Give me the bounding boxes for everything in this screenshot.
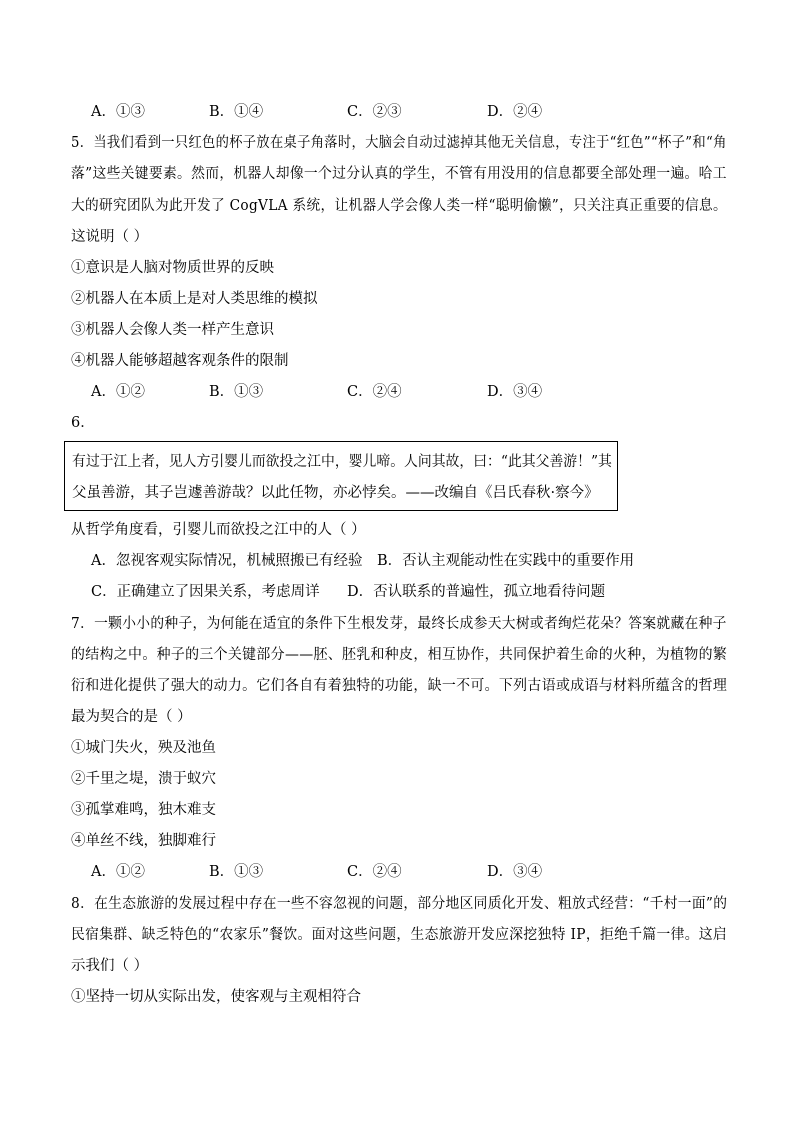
q7-statement: ②千里之堤，溃于蚁穴 — [71, 771, 216, 787]
q7-statement: ④单丝不线，独脚难行 — [71, 833, 216, 849]
q5-text-line: 这说明（ ） — [71, 229, 149, 245]
q5-option-c: C．②④ — [347, 384, 402, 400]
q5-statement: ③机器人会像人类一样产生意识 — [71, 322, 274, 338]
q6-number: 6． — [71, 415, 95, 431]
q8-text-line: 民宿集群、缺乏特色的“农家乐”餐饮。面对这些问题，生态旅游开发应深挖独特 IP，拒绝千篇一律。这启 — [71, 927, 728, 943]
q5-option-d: D．③④ — [487, 384, 543, 400]
q8-statement: ①坚持一切从实际出发，使客观与主观相符合 — [71, 989, 361, 1005]
q6-option-d: D．否认联系的普遍性，孤立地看待问题 — [347, 584, 606, 600]
q7-option-b: B．①③ — [209, 864, 264, 880]
q5-option-b: B．①③ — [209, 384, 264, 400]
q5-statement: ④机器人能够超越客观条件的限制 — [71, 353, 289, 369]
q6-quote-box — [64, 441, 618, 511]
q7-text-line: 的结构之中。种子的三个关键部分——胚、胚乳和种皮，相互协作，共同保护着生命的火种，为植物的繁 — [71, 647, 728, 663]
q7-option-c: C．②④ — [347, 864, 402, 880]
q6-quote-line: 父虽善游，其子岂遽善游哉？以此任物，亦必悖矣。——改编自《吕氏春秋·察今》 — [72, 485, 599, 501]
q4-option-a: A．①③ — [91, 104, 145, 120]
q4-option-d: D．②④ — [487, 104, 543, 120]
q8-text-line: 8．在生态旅游的发展过程中存在一些不容忽视的问题，部分地区同质化开发、粗放式经营：“千村一面”的 — [71, 896, 728, 912]
q4-option-b: B．①④ — [209, 104, 264, 120]
q5-option-a: A．①② — [91, 384, 145, 400]
q6-stem: 从哲学角度看，引婴儿而欲投之江中的人（ ） — [71, 522, 366, 538]
q5-text-line: 大的研究团队为此开发了 CogVLA 系统，让机器人学会像人类一样“聪明偷懒”，只关注真正重要的信息。 — [71, 198, 728, 214]
q6-option-c: C．正确建立了因果关系，考虑周详 — [91, 584, 320, 600]
q5-statement: ②机器人在本质上是对人类思维的模拟 — [71, 291, 318, 307]
q7-statement: ①城门失火，殃及池鱼 — [71, 740, 216, 756]
q6-option-b: B．否认主观能动性在实践中的重要作用 — [377, 553, 635, 569]
q7-text-line: 最为契合的是（ ） — [71, 709, 192, 725]
q7-option-a: A．①② — [91, 864, 145, 880]
q7-option-d: D．③④ — [487, 864, 543, 880]
q7-statement: ③孤掌难鸣，独木难支 — [71, 802, 216, 818]
q5-text-line: 落”这些关键要素。然而，机器人却像一个过分认真的学生，不管有用没用的信息都要全部处理一遍。哈工 — [71, 166, 727, 182]
q6-option-a: A．忽视客观实际情况，机械照搬已有经验 — [91, 553, 363, 569]
q5-statement: ①意识是人脑对物质世界的反映 — [71, 260, 274, 276]
q4-option-c: C．②③ — [347, 104, 402, 120]
q5-text-line: 5．当我们看到一只红色的杯子放在桌子角落时，大脑会自动过滤掉其他无关信息，专注于“红色”“杯子”和“角 — [71, 135, 727, 151]
q7-text-line: 7．一颗小小的种子，为何能在适宜的条件下生根发芽，最终长成参天大树或者绚烂花朵？答案就藏在种子 — [71, 616, 727, 632]
q6-quote-line: 有过于江上者，见人方引婴儿而欲投之江中，婴儿啼。人问其故，曰：“此其父善游！”其 — [72, 454, 612, 470]
q7-text-line: 衍和进化提供了强大的动力。它们各自有着独特的功能，缺一不可。下列古语或成语与材料所蕴含的哲理 — [71, 678, 728, 694]
q8-text-line: 示我们（ ） — [71, 958, 149, 974]
